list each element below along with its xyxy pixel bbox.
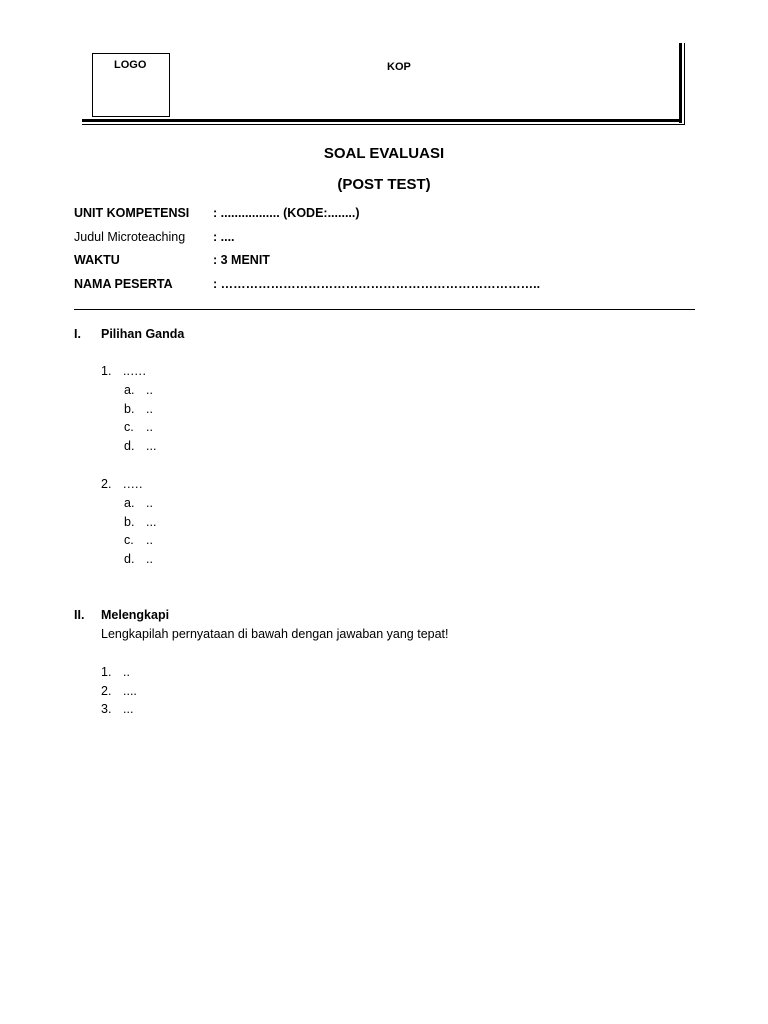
section-2-number: II. — [74, 608, 85, 622]
document-subtitle: (POST TEST) — [337, 176, 431, 193]
option-letter: a. — [124, 383, 135, 397]
option-letter: c. — [124, 533, 134, 547]
letterhead-right-border-thick — [679, 43, 682, 123]
question-2-number: 2. — [101, 477, 112, 491]
info-value: : .... — [213, 230, 235, 244]
option-letter: d. — [124, 439, 135, 453]
logo-label: LOGO — [114, 59, 147, 71]
info-label: UNIT KOMPETENSI — [74, 206, 190, 220]
section-1-title: Pilihan Ganda — [101, 327, 185, 341]
option-text: .. — [146, 420, 153, 434]
option-letter: b. — [124, 515, 135, 529]
option-text: ... — [146, 515, 157, 529]
fill-item-text: .... — [123, 684, 137, 698]
fill-item-text: ... — [123, 702, 134, 716]
section-2-title: Melengkapi — [101, 608, 170, 622]
option-letter: b. — [124, 402, 135, 416]
kop-label: KOP — [387, 61, 411, 73]
section-1-number: I. — [74, 327, 81, 341]
info-label: Judul Microteaching — [74, 230, 186, 244]
section-2-instructions: Lengkapilah pernyataan di bawah dengan jawaban yang tepat! — [101, 627, 449, 641]
letterhead-right-border-thin — [684, 43, 685, 125]
fill-item-text: .. — [123, 665, 130, 679]
option-letter: c. — [124, 420, 134, 434]
option-text: .. — [146, 496, 153, 510]
letterhead-bottom-border-thin — [82, 124, 685, 125]
option-letter: a. — [124, 496, 135, 510]
info-value: : ................. (KODE:........) — [213, 206, 360, 220]
fill-item-number: 3. — [101, 702, 112, 716]
option-text: .. — [146, 552, 153, 566]
question-1-number: 1. — [101, 364, 112, 378]
fill-item-number: 1. — [101, 665, 112, 679]
question-2-text: .…. — [123, 477, 143, 491]
fill-item-number: 2. — [101, 684, 112, 698]
info-label: NAMA PESERTA — [74, 277, 173, 291]
option-text: .. — [146, 402, 153, 416]
section-divider — [74, 309, 695, 310]
option-letter: d. — [124, 552, 135, 566]
info-value: : ………………………………………………………………….. — [213, 277, 541, 291]
info-value: : 3 MENIT — [213, 253, 270, 267]
option-text: .. — [146, 383, 153, 397]
option-text: .. — [146, 533, 153, 547]
option-text: ... — [146, 439, 157, 453]
letterhead-bottom-border-thick — [82, 119, 682, 122]
document-title: SOAL EVALUASI — [323, 145, 445, 162]
info-label: WAKTU — [74, 253, 120, 267]
question-1-text: ..…. — [123, 364, 146, 378]
